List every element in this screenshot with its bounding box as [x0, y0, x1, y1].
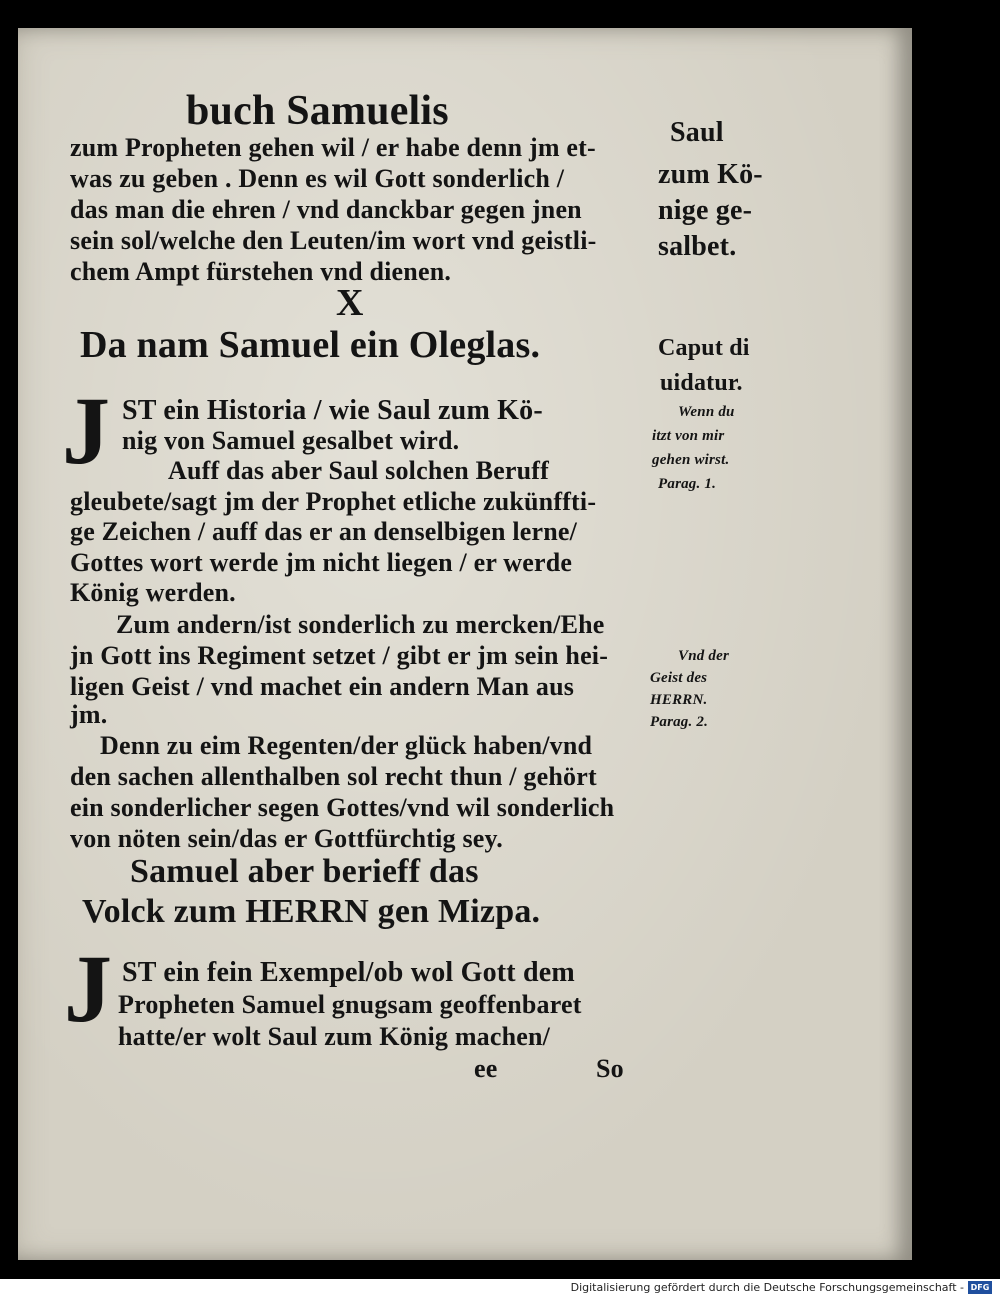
margin-line: uidatur.	[660, 370, 743, 396]
margin-line: Wenn du	[678, 404, 735, 420]
catchword: So	[596, 1054, 624, 1083]
text-line: sein sol/welche den Leuten/im wort vnd geistli-	[70, 226, 597, 255]
running-title: buch Samuelis	[186, 88, 449, 134]
margin-line: nige ge-	[658, 195, 753, 226]
text-line: Denn zu eim Regenten/der glück haben/vnd	[100, 731, 593, 760]
caption-line: Samuel aber berieff das	[130, 853, 479, 890]
margin-line: HERRN.	[650, 692, 708, 708]
margin-line: Parag. 1.	[658, 476, 717, 492]
text-line: hatte/er wolt Saul zum König machen/	[118, 1022, 551, 1051]
text-line: Gottes wort werde jm nicht liegen / er werde	[70, 548, 573, 577]
funding-credit: Digitalisierung gefördert durch die Deutsche Forschungsgemeinschaft -	[570, 1281, 964, 1294]
margin-line: zum Kö-	[658, 159, 763, 190]
text-line: den sachen allenthalben sol recht thun / gehört	[70, 762, 597, 791]
text-line: nig von Samuel gesalbet wird.	[122, 426, 460, 455]
text-line: ein sonderlicher segen Gottes/vnd wil sonderlich	[70, 793, 615, 822]
margin-line: Geist des	[650, 670, 708, 686]
text-line: chem Ampt fürstehen vnd dienen.	[70, 257, 452, 286]
text-line: jn Gott ins Regiment setzet / gibt er jm sein hei-	[70, 641, 609, 670]
text-line: zum Propheten gehen wil / er habe denn jm et-	[70, 133, 596, 162]
margin-line: Saul	[670, 117, 724, 148]
margin-line: gehen wirst.	[652, 452, 730, 468]
drop-cap: J	[62, 377, 110, 484]
text-line: ge Zeichen / auff das er an denselbigen lerne/	[70, 517, 578, 546]
margin-line: itzt von mir	[652, 428, 725, 444]
text-line: Propheten Samuel gnugsam geoffenbaret	[118, 990, 582, 1019]
text-line: von nöten sein/das er Gottfürchtig sey.	[70, 824, 503, 853]
margin-line: salbet.	[658, 231, 737, 262]
caption-line: Volck zum HERRN gen Mizpa.	[82, 893, 541, 930]
text-line: jm.	[70, 700, 108, 729]
caption-oleglas: Da nam Samuel ein Oleglas.	[80, 324, 541, 366]
text-line: Auff das aber Saul solchen Beruff	[168, 456, 549, 485]
text-line: was zu geben . Denn es wil Gott sonderlich /	[70, 164, 565, 193]
margin-line: Parag. 2.	[650, 714, 709, 730]
book-page	[18, 28, 912, 1260]
footer-bar	[0, 1279, 1000, 1297]
chapter-number: X	[336, 282, 364, 324]
margin-line: Vnd der	[678, 648, 729, 664]
margin-line: Caput di	[658, 335, 750, 361]
dfg-logo: DFG	[968, 1281, 992, 1294]
text-line: ST ein Historia / wie Saul zum Kö-	[122, 395, 543, 426]
text-line: Zum andern/ist sonderlich zu mercken/Ehe	[116, 610, 605, 639]
text-line: ligen Geist / vnd machet ein andern Man aus	[70, 672, 575, 701]
text-line: gleubete/sagt jm der Prophet etliche zukünffti-	[70, 487, 597, 516]
text-line: ST ein fein Exempel/ob wol Gott dem	[122, 957, 575, 988]
text-line: König werden.	[70, 578, 236, 607]
drop-cap: J	[64, 935, 112, 1042]
text-line: das man die ehren / vnd danckbar gegen jnen	[70, 195, 582, 224]
signature-mark: ee	[474, 1054, 498, 1083]
